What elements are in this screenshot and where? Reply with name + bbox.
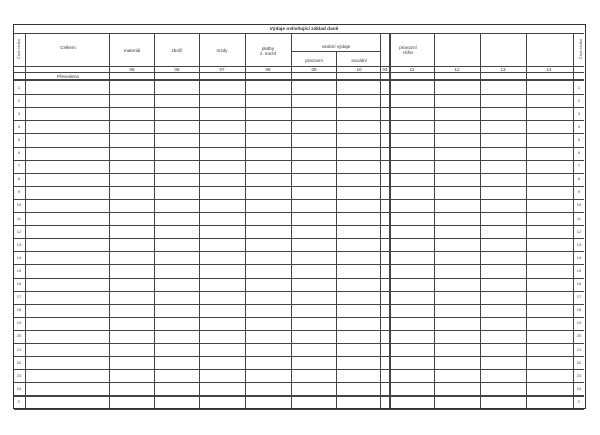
row-line [14,199,584,200]
col-line [25,34,26,408]
col-line [389,34,391,408]
row-number-right: 2 [577,97,581,103]
row-line [14,120,584,121]
code-13: 13 [500,67,506,72]
row-number-right: 21 [576,346,582,352]
row-number-left: 15 [16,267,22,273]
row-number-right: 6 [577,150,581,155]
row-number-right: 7 [577,163,581,169]
code-06: 06 [174,67,180,72]
row-number-left: 20 [16,333,22,339]
col-line [480,34,481,408]
row-line [14,356,584,357]
col-header-material: materiál [123,48,141,53]
col-header-rezie: provozní režie [399,45,417,55]
code-12: 12 [454,67,460,72]
row-line [14,343,584,344]
col-line [573,34,574,408]
row-line [14,225,584,226]
row-number-right: 15 [576,267,582,273]
row-line [14,94,584,95]
row-line [14,186,584,187]
col-header-zbozi: zboží [171,48,183,53]
row-number-right: 1 [577,84,581,90]
row-number-left: 4 [17,123,21,129]
row-line [14,251,584,252]
row-number-left: 11 [16,215,22,221]
row-number-right: 14 [576,254,582,260]
row-line [14,173,584,174]
row-number-left: 10 [16,202,22,208]
col-line [336,52,337,408]
row-number-left: 3 [17,110,21,116]
row-number-right: 3 [577,110,581,116]
row-number-left: 9 [17,189,21,195]
row-line [14,160,584,161]
code-11: 11 [409,67,415,72]
row-line [14,107,584,108]
row-number-right: 11 [576,215,582,221]
row-number-right: 12 [576,228,582,234]
row-number-left: 16 [16,281,22,286]
row-number-left: Σ [17,398,21,404]
sub-header-socialni: sociální [351,58,367,63]
row-number-right: 18 [576,307,582,313]
row-number-left: 14 [16,254,22,260]
col-line [245,34,246,408]
form-title: Výdaje ovlivňující základ daně [269,27,339,32]
code-05: 05 [129,67,135,72]
col-line [526,34,527,408]
sub-header-pracovni: pracovní [305,58,323,63]
row-number-left: 12 [16,228,22,234]
col-header-celkem: Celkem [60,45,76,50]
row-number-right: 16 [576,281,582,286]
prevod-rule [14,79,584,81]
col-line [199,34,200,408]
row-line [14,382,584,383]
row-number-right: 5 [577,136,581,142]
row-number-right: 4 [577,123,581,129]
row-line [14,264,584,265]
row-number-left: 6 [17,150,21,155]
col-header-platby: platby z. mezd [259,46,277,56]
code-04: 04 [382,67,388,72]
row-number-right: Σ [577,398,581,404]
row-number-left: 5 [17,136,21,142]
row-line [14,133,584,134]
col-line [380,34,381,408]
row-line [14,147,584,148]
row-number-left: 24 [16,385,22,391]
row-number-left: 17 [16,294,22,300]
row-line [14,369,584,370]
left-side-label: Číslo řádku [16,39,21,60]
row-number-left: 18 [16,307,22,313]
prevedeno-label: Převedeno [56,73,80,79]
row-number-right: 8 [577,176,581,182]
row-number-left: 22 [16,359,22,365]
row-number-right: 23 [576,372,582,378]
row-number-left: 8 [17,176,21,182]
row-number-right: 10 [576,202,582,208]
row-number-left: 23 [16,372,22,378]
row-number-left: 2 [17,97,21,103]
row-number-right: 17 [576,294,582,300]
row-number-right: 9 [577,189,581,195]
code-08: 08 [265,67,271,72]
row-line [14,238,584,239]
ledger-form [13,24,586,409]
row-line [14,317,584,318]
row-number-right: 19 [576,320,582,326]
title-rule [14,33,584,34]
row-line [14,291,584,292]
col-line [291,34,292,408]
col-line [109,34,110,408]
group-header: osobní výdaje [321,44,351,49]
code-10: 10 [356,67,362,72]
right-side-label: Číslo řádku [578,39,583,60]
row-number-right: 22 [576,359,582,365]
row-number-left: 19 [16,320,22,326]
col-header-mzdy: mzdy [216,48,228,53]
row-line [14,278,584,279]
col-line [434,34,435,408]
row-number-right: 20 [576,333,582,339]
code-09: 09 [311,67,317,72]
row-number-left: 1 [17,84,21,90]
row-line [14,330,584,331]
row-line [14,304,584,305]
row-number-left: 21 [16,346,22,352]
col-line [154,34,155,408]
row-line [14,409,584,410]
code-14: 14 [546,67,552,72]
row-number-right: 13 [576,241,582,247]
row-number-left: 13 [16,241,22,247]
code-07: 07 [219,67,225,72]
row-line [14,212,584,213]
row-number-right: 24 [576,385,582,391]
row-number-left: 7 [17,163,21,169]
row-line [14,395,584,397]
